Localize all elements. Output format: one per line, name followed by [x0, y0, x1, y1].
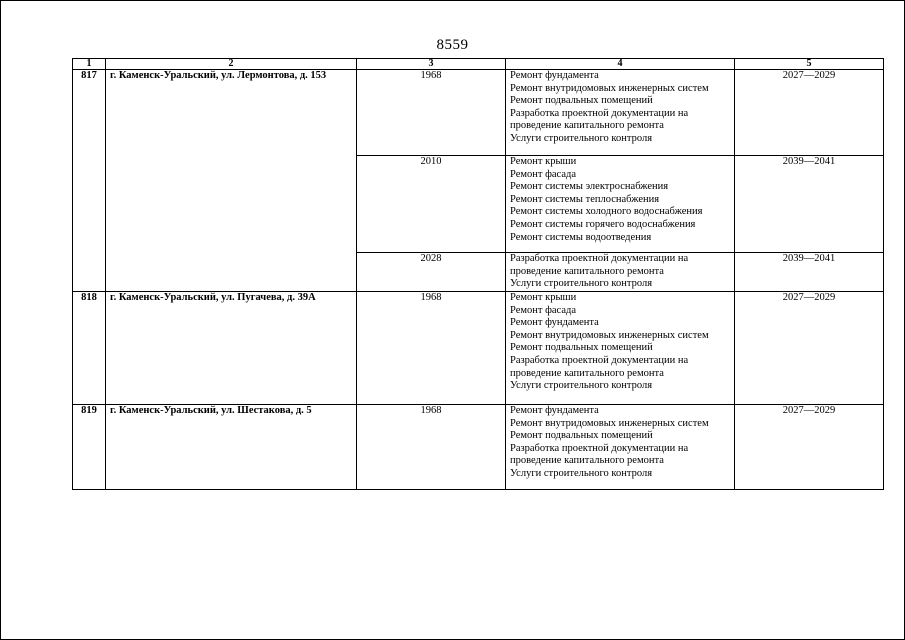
- work-item: Услуги строительного контроля: [510, 132, 653, 144]
- column-header-2: 2: [106, 59, 357, 70]
- work-item: проведение капитального ремонта: [510, 120, 664, 132]
- table-row: [73, 292, 884, 405]
- header-row: [73, 59, 884, 70]
- work-item: Ремонт системы теплоснабжения: [510, 193, 660, 205]
- work-item: Услуги строительного контроля: [510, 278, 653, 290]
- work-item: Ремонт системы водоотведения: [510, 231, 652, 243]
- term-cell: 2027—2029: [735, 405, 884, 490]
- term-cell: 2027—2029: [735, 70, 884, 156]
- column-header-5: 5: [735, 59, 884, 70]
- work-item: Разработка проектной документации на: [510, 253, 689, 264]
- work-item: проведение капитального ремонта: [510, 265, 664, 277]
- works-cell: [506, 70, 735, 156]
- table-row: [73, 70, 884, 156]
- work-item: Ремонт системы электроснабжения: [510, 181, 669, 193]
- work-item: Ремонт фундамента: [510, 317, 599, 329]
- works-cell: [506, 292, 735, 405]
- work-item: Ремонт системы холодного водоснабжения: [510, 206, 703, 218]
- term-cell: 2039—2041: [735, 253, 884, 292]
- work-item: Ремонт фундамента: [510, 70, 599, 81]
- work-item: Ремонт подвальных помещений: [510, 430, 653, 442]
- work-item: Ремонт внутридомовых инженерных систем: [510, 329, 709, 341]
- works-cell: [506, 253, 735, 292]
- year-cell: 1968: [357, 405, 506, 490]
- repair-schedule-table: [72, 58, 884, 490]
- work-item: Разработка проектной документации на: [510, 107, 689, 119]
- work-item: Разработка проектной документации на: [510, 354, 689, 366]
- table-row: [73, 405, 884, 490]
- building-address: г. Каменск-Уральский, ул. Лермонтова, д. 153: [106, 70, 357, 292]
- work-item: Ремонт подвальных помещений: [510, 342, 653, 354]
- record-number: 817: [73, 70, 106, 292]
- work-item: Ремонт фундамента: [510, 405, 599, 416]
- record-number: 818: [73, 292, 106, 405]
- work-item: Ремонт крыши: [510, 292, 577, 303]
- page-number: 8559: [436, 37, 469, 53]
- work-item: Ремонт системы горячего водоснабжения: [510, 218, 696, 230]
- work-item: проведение капитального ремонта: [510, 455, 664, 467]
- column-header-1: 1: [73, 59, 106, 70]
- works-cell: [506, 156, 735, 253]
- work-item: Ремонт фасада: [510, 168, 577, 180]
- column-header-3: 3: [357, 59, 506, 70]
- year-cell: 2010: [357, 156, 506, 253]
- building-address: г. Каменск-Уральский, ул. Пугачева, д. 39А: [106, 292, 357, 405]
- year-cell: 2028: [357, 253, 506, 292]
- year-cell: 1968: [357, 70, 506, 156]
- work-item: Ремонт крыши: [510, 156, 577, 167]
- work-item: проведение капитального ремонта: [510, 367, 664, 379]
- work-item: Ремонт фасада: [510, 304, 577, 316]
- work-item: Услуги строительного контроля: [510, 380, 653, 392]
- work-item: Ремонт подвальных помещений: [510, 95, 653, 107]
- term-cell: 2039—2041: [735, 156, 884, 253]
- work-item: Ремонт внутридомовых инженерных систем: [510, 82, 709, 94]
- work-item: Услуги строительного контроля: [510, 467, 653, 479]
- year-cell: 1968: [357, 292, 506, 405]
- work-item: Ремонт внутридомовых инженерных систем: [510, 417, 709, 429]
- works-cell: [506, 405, 735, 490]
- work-item: Разработка проектной документации на: [510, 442, 689, 454]
- record-number: 819: [73, 405, 106, 490]
- column-header-4: 4: [506, 59, 735, 70]
- term-cell: 2027—2029: [735, 292, 884, 405]
- building-address: г. Каменск-Уральский, ул. Шестакова, д. 5: [106, 405, 357, 490]
- table-body: [73, 70, 884, 490]
